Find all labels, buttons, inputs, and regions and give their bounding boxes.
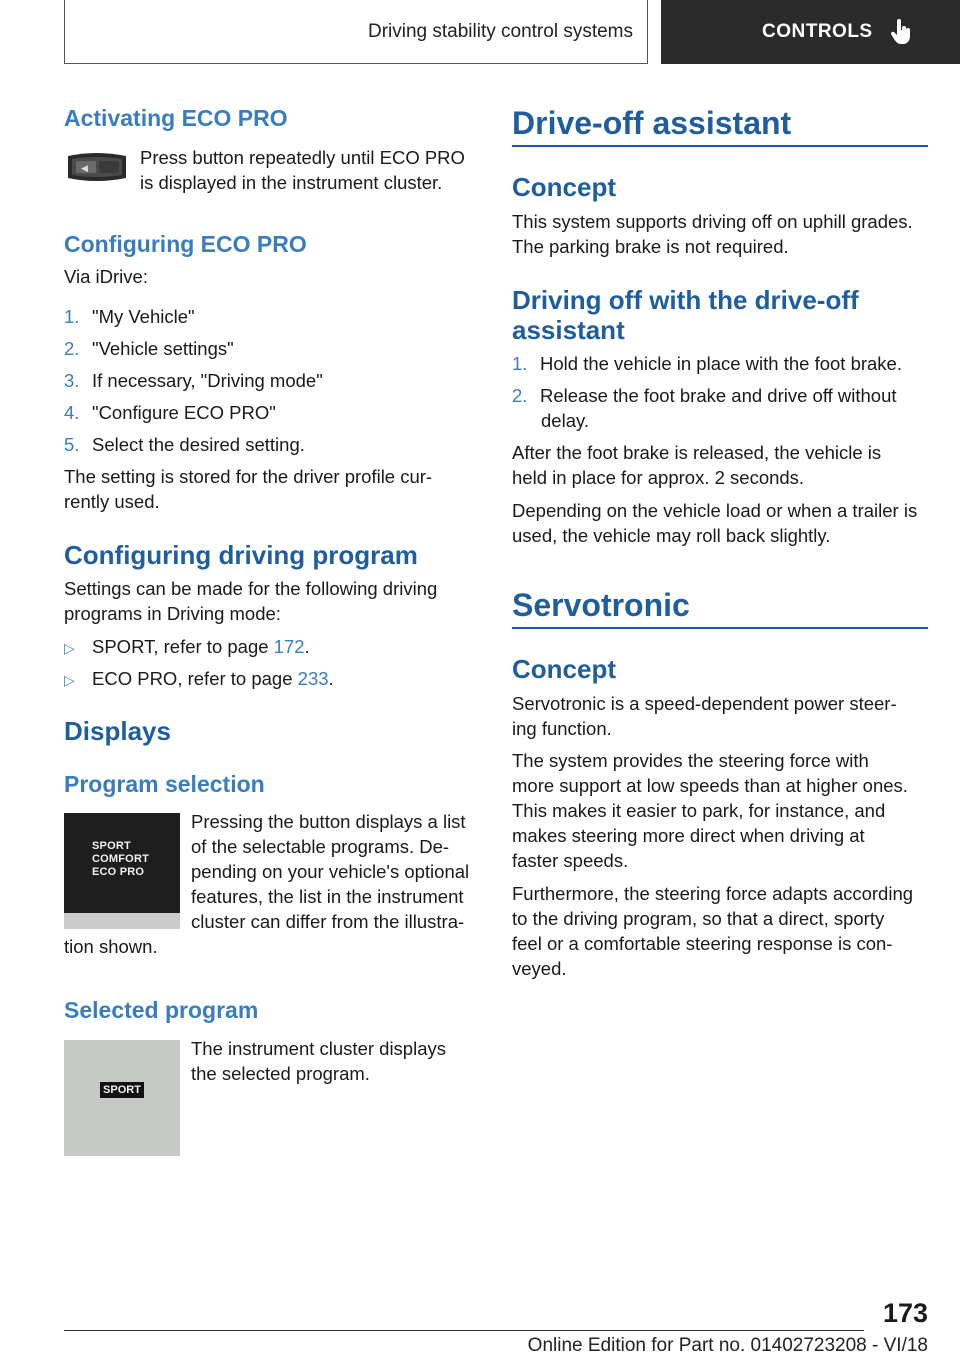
heading-line: assistant <box>512 315 625 345</box>
section-rule <box>512 145 928 147</box>
heading-concept: Concept <box>512 654 616 684</box>
program-selection-text <box>191 809 469 934</box>
driving-program-intro <box>64 576 437 626</box>
image-label: SPORT <box>100 1082 144 1098</box>
drive-off-concept-text <box>512 209 913 259</box>
list-text-continuation: delay. <box>541 410 589 431</box>
text-line: Settings can be made for the following driving <box>64 578 438 599</box>
text-line: to the driving program, so that a direct, sporty <box>512 908 885 929</box>
text-line: Servotronic is a speed-dependent power steer- <box>512 693 897 714</box>
list-text: Release the foot brake and drive off without <box>540 385 897 406</box>
via-idrive-text: Via iDrive: <box>64 266 148 287</box>
servotronic-paragraph-2 <box>512 748 908 873</box>
heading-driving-off-with-assistant <box>512 285 859 345</box>
triangle-bullet-icon: ▷ <box>64 640 75 656</box>
heading-displays: Displays <box>64 716 171 746</box>
bullet-end: . <box>304 636 310 657</box>
list-text: Hold the vehicle in place with the foot brake. <box>540 353 902 374</box>
list-item <box>64 304 195 329</box>
image-label: ECO PRO <box>92 866 145 878</box>
drive-off-paragraph-2 <box>512 498 917 548</box>
section-rule <box>512 627 928 629</box>
text-line: The system provides the steering force with <box>512 750 869 771</box>
text-line: held in place for approx. 2 seconds. <box>512 467 805 488</box>
text-line: veyed. <box>512 958 567 979</box>
servotronic-paragraph-1 <box>512 691 897 741</box>
list-item <box>64 368 323 393</box>
image-label: SPORT <box>92 840 131 852</box>
heading-configuring-eco-pro: Configuring ECO PRO <box>64 231 307 257</box>
text-line: of the selectable programs. De- <box>191 836 450 857</box>
list-number: 5. <box>64 434 80 455</box>
heading-selected-program: Selected program <box>64 997 259 1023</box>
text-line: Furthermore, the steering force adapts according <box>512 883 914 904</box>
text-line: The setting is stored for the driver profile cur- <box>64 466 433 487</box>
setting-stored-note <box>64 464 432 514</box>
text-line: is displayed in the instrument cluster. <box>140 172 443 193</box>
list-text: Select the desired setting. <box>92 434 305 455</box>
page-number: 173 <box>882 1298 928 1328</box>
eco-pro-button-image <box>64 152 128 184</box>
selected-program-image <box>64 1040 180 1156</box>
text-line: features, the list in the instrument <box>191 886 464 907</box>
list-number: 1. <box>64 306 80 327</box>
footer-rule <box>64 1330 864 1331</box>
footer-edition: Online Edition for Part no. 01402723208 - VI/18 <box>527 1335 928 1356</box>
text-line: The instrument cluster displays <box>191 1038 446 1059</box>
list-item <box>64 432 305 457</box>
heading-configuring-driving-program: Configuring driving program <box>64 540 418 570</box>
drive-off-paragraph-1 <box>512 440 881 490</box>
text-line: Pressing the button displays a list <box>191 811 466 832</box>
bullet-text: ECO PRO, refer to page <box>92 668 298 689</box>
list-text: "My Vehicle" <box>92 306 195 327</box>
list-number: 2. <box>512 385 528 406</box>
text-line: Press button repeatedly until ECO PRO <box>140 147 465 168</box>
image-label: COMFORT <box>92 853 150 865</box>
program-selection-image <box>64 813 180 929</box>
bullet-end: . <box>328 668 334 689</box>
list-number: 3. <box>64 370 80 391</box>
triangle-bullet-icon: ▷ <box>64 672 75 688</box>
text-line: faster speeds. <box>512 850 629 871</box>
list-text: "Vehicle settings" <box>92 338 234 359</box>
heading-concept: Concept <box>512 172 616 202</box>
text-line: After the foot brake is released, the vehicle is <box>512 442 882 463</box>
bullet-item <box>64 634 310 661</box>
bullet-text: SPORT, refer to page <box>92 636 274 657</box>
text-line: feel or a comfortable steering response is con- <box>512 933 893 954</box>
list-text: "Configure ECO PRO" <box>92 402 276 423</box>
page-link[interactable]: 233 <box>297 668 329 689</box>
text-line: Depending on the vehicle load or when a trailer is <box>512 500 918 521</box>
text-line: rently used. <box>64 491 160 512</box>
list-number: 2. <box>64 338 80 359</box>
program-selection-text-end: tion shown. <box>64 936 158 957</box>
text-line: This makes it easier to park, for instance, and <box>512 800 886 821</box>
pointing-hand-icon <box>891 19 913 45</box>
text-line: This system supports driving off on uphill grades. <box>512 211 913 232</box>
list-text: If necessary, "Driving mode" <box>92 370 323 391</box>
text-line: used, the vehicle may roll back slightly. <box>512 525 831 546</box>
header-chapter-label: CONTROLS <box>762 21 873 42</box>
text-line: cluster can differ from the illustra- <box>191 911 465 932</box>
list-number: 1. <box>512 353 528 374</box>
text-line: pending on your vehicle's optional <box>191 861 470 882</box>
header-section-box <box>64 0 648 64</box>
text-line: more support at low speeds than at higher ones. <box>512 775 908 796</box>
list-item <box>512 383 897 408</box>
heading-drive-off-assistant: Drive-off assistant <box>512 105 792 141</box>
text-line: programs in Driving mode: <box>64 603 281 624</box>
activating-eco-pro-text <box>140 145 465 195</box>
header-chapter-box <box>661 0 960 64</box>
heading-servotronic: Servotronic <box>512 587 690 623</box>
list-item <box>64 400 276 425</box>
selected-program-text <box>191 1036 446 1086</box>
heading-program-selection: Program selection <box>64 771 265 797</box>
header-section-title: Driving stability control systems <box>367 20 633 42</box>
text-line: the selected program. <box>191 1063 370 1084</box>
heading-line: Driving off with the drive-off <box>512 285 859 315</box>
text-line: ing function. <box>512 718 612 739</box>
list-number: 4. <box>64 402 80 423</box>
page-link[interactable]: 172 <box>273 636 305 657</box>
heading-activating-eco-pro: Activating ECO PRO <box>64 105 288 131</box>
list-item <box>64 336 234 361</box>
servotronic-paragraph-3 <box>512 881 913 981</box>
svg-text:◀: ◀ <box>81 164 88 174</box>
list-item <box>512 351 902 376</box>
bullet-item <box>64 666 334 693</box>
text-line: The parking brake is not required. <box>512 236 789 257</box>
text-line: makes steering more direct when driving at <box>512 825 865 846</box>
